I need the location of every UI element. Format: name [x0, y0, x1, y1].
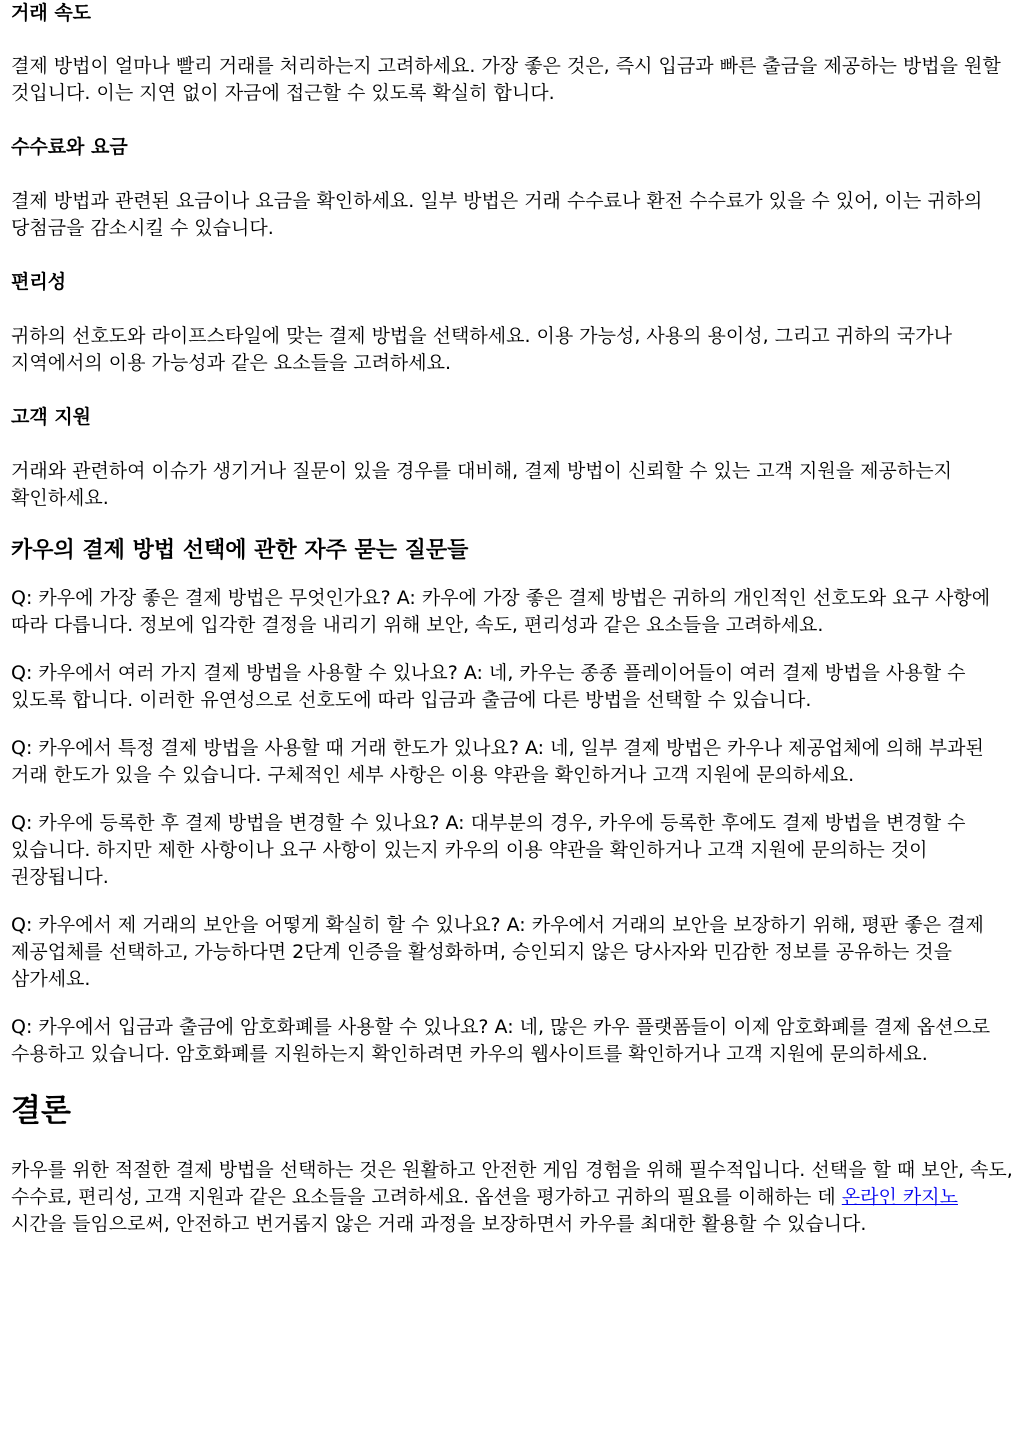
section-text-speed: 결제 방법이 얼마나 빨리 거래를 처리하는지 고려하세요. 가장 좋은 것은, 즉시 입금과 빠른 출금을 제공하는 방법을 원할 것입니다. 이는 지연 없이 자금에 접근할 수 있도록 확실히 합니다.: [11, 55, 1001, 104]
section-text-convenience: 귀하의 선호도와 라이프스타일에 맞는 결제 방법을 선택하세요. 이용 가능성, 사용의 용이성, 그리고 귀하의 국가나 지역에서의 이용 가능성과 같은 요소들을 고려하세요.: [11, 325, 952, 374]
section-text-support: 거래와 관련하여 이슈가 생기거나 질문이 있을 경우를 대비해, 결제 방법이 신뢰할 수 있는 고객 지원을 제공하는지 확인하세요.: [11, 460, 952, 509]
faq-item: Q: 카우에서 여러 가지 결제 방법을 사용할 수 있나요? A: 네, 카우는 종종 플레이어들이 여러 결제 방법을 사용할 수 있도록 합니다. 이러한 유연성으로 선호도에 따라 입금과 출금에 다른 방법을 선택할 수 있습니다.: [11, 662, 966, 711]
conclusion-text-after: 시간을 들임으로써, 안전하고 번거롭지 않은 거래 과정을 보장하면서 카우를 최대한 활용할 수 있습니다.: [11, 1213, 867, 1235]
section-heading-fees: 수수료와 요금: [11, 136, 128, 158]
online-casino-link[interactable]: 온라인 카지노: [841, 1186, 958, 1208]
section-heading-support: 고객 지원: [11, 406, 92, 428]
conclusion-text: [11, 1157, 1013, 1238]
conclusion-heading: 결론: [11, 1093, 71, 1129]
faq-item: Q: 카우에서 입금과 출금에 암호화폐를 사용할 수 있나요? A: 네, 많은 카우 플랫폼들이 이제 암호화폐를 결제 옵션으로 수용하고 있습니다. 암호화폐를 지원하는지 확인하려면 카우의 웹사이트를 확인하거나 고객 지원에 문의하세요.: [11, 1016, 991, 1065]
faq-item: Q: 카우에 가장 좋은 결제 방법은 무엇인가요? A: 카우에 가장 좋은 결제 방법은 귀하의 개인적인 선호도와 요구 사항에 따라 다릅니다. 정보에 입각한 결정을 내리기 위해 보안, 속도, 편리성과 같은 요소들을 고려하세요.: [11, 587, 991, 636]
faq-item: Q: 카우에서 제 거래의 보안을 어떻게 확실히 할 수 있나요? A: 카우에서 거래의 보안을 보장하기 위해, 평판 좋은 결제 제공업체를 선택하고, 가능하다면 2단계 인증을 활성화하며, 승인되지 않은 당사자와 민감한 정보를 공유하는 것을 삼가세요.: [11, 914, 984, 990]
conclusion-text-before: 카우를 위한 적절한 결제 방법을 선택하는 것은 원활하고 안전한 게임 경험을 위해 필수적입니다. 선택을 할 때 보안, 속도, 수수료, 편리성, 고객 지원과 같은 요소들을 고려하세요. 옵션을 평가하고 귀하의 필요를 이해하는 데: [11, 1159, 1013, 1208]
section-heading-convenience: 편리성: [11, 271, 67, 293]
section-text-fees: 결제 방법과 관련된 요금이나 요금을 확인하세요. 일부 방법은 거래 수수료나 환전 수수료가 있을 수 있어, 이는 귀하의 당첨금을 감소시킬 수 있습니다.: [11, 190, 983, 239]
faq-item: Q: 카우에 등록한 후 결제 방법을 변경할 수 있나요? A: 대부분의 경우, 카우에 등록한 후에도 결제 방법을 변경할 수 있습니다. 하지만 제한 사항이나 요구 사항이 있는지 카우의 이용 약관을 확인하거나 고객 지원에 문의하는 것이 권장됩니다.: [11, 812, 966, 888]
section-heading-speed: 거래 속도: [11, 2, 92, 24]
faq-heading: 카우의 결제 방법 선택에 관한 자주 묻는 질문들: [11, 538, 469, 563]
faq-item: Q: 카우에서 특정 결제 방법을 사용할 때 거래 한도가 있나요? A: 네, 일부 결제 방법은 카우나 제공업체에 의해 부과된 거래 한도가 있을 수 있습니다. 구체적인 세부 사항은 이용 약관을 확인하거나 고객 지원에 문의하세요.: [11, 737, 984, 786]
